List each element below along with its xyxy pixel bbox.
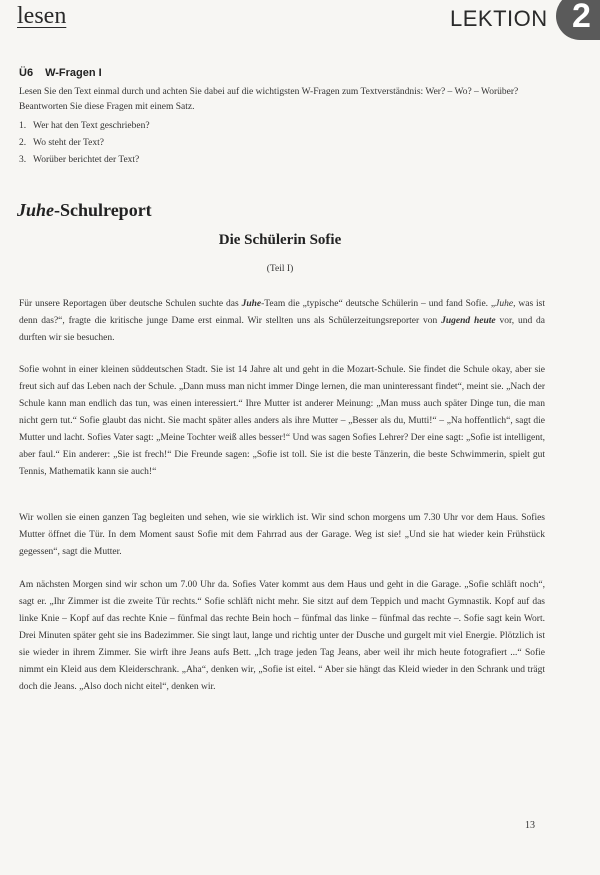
article-paragraph-2: Sofie wohnt in einer kleinen süddeutschen Stadt. Sie ist 14 Jahre alt und geht in die Mozart-Schule. Sie findet die Schule okay, aber sie freut sich auf das Leben nach der Schule. „Dann muss man nicht immer Dinge lernen, die man uninteressant findet“, meint sie. „Nach der Schule kann man endlich das tun, was einen interessiert.“ Ihre Mutter ist anderer Meinung: „Man muss auch später Dinge tun, die man nicht gern tut.“ Sofie glaubt das nicht. Sie macht später alles anders als ihre Mutter – „Besser als du, Mutti!“ – „Na hoffentlich“, sagt die Mutter und lacht. Sofies Vater sagt: „Meine Tochter weiß alles besser!“ Und was sagen Sofies Lehrer? Der eine sagt: „Sofie ist intelligent, aber faul.“ Ein anderer: „Sie ist frech!“ Die Freunde sagen: „Sofie ist toll. Sie ist die beste Tänzerin, die beste Schwimmerin, spielt gut Tennis, Mathematik kann sie auch!“ — [19, 365, 545, 477]
article-part: (Teil I) — [266, 264, 294, 274]
article-paragraph-4: Am nächsten Morgen sind wir schon um 7.00 Uhr da. Sofies Vater kommt aus dem Haus und geht in die Garage. „Sofie schläft noch“, sagt er. „Ihr Zimmer ist die zweite Tür rechts.“ Sofie schläft nicht mehr. Sie sitzt auf dem Teppich und macht Gymnastik. Kopf auf das linke Knie – Kopf auf das rechte Knie – fünfmal das rechte Bein hoch – fünfmal das linke – fünfmal das rechte –. Sofie sagt kein Wort. Drei Minuten später geht sie ins Badezimmer. Sie singt laut, lange und richtig unter der Dusche und gurgelt mit viel Energie. Plötzlich ist sie wieder in ihrem Zimmer. Sie wirft ihre Jeans aufs Bett. „Ich trage jeden Tag Jeans, aber weil ihr mich heute fotografiert ...“ Sofie nimmt ein Kleid aus dem Kleiderschrank. „Aha“, denken wir, „Sofie ist eitel. “ Aber sie hängt das Kleid wieder in den Schrank und trägt doch die Jeans. „Also doch nicht eitel“, denken wir. — [19, 580, 545, 692]
question-item: 2. Wo steht der Text? — [19, 138, 104, 148]
lektion-label: LEKTION — [450, 6, 548, 31]
exercise-instruction: Lesen Sie den Text einmal durch und achten Sie dabei auf die wichtigsten W-Fragen zum Textverständnis: Wer? – Wo? – Worüber? Beantworten Sie diese Fragen mit einem Satz. — [19, 87, 519, 112]
section-label: lesen — [17, 3, 67, 29]
exercise-number: Ü6 — [19, 67, 34, 79]
article-paragraph-1: Für unsere Reportagen über deutsche Schulen suchte das Juhe-Team die „typische“ deutsche Schülerin – und fand Sofie. „Juhe, was ist denn das?“, fragte die kritische junge Dame erst einmal. Wir stellten uns als Schülerzeitungsreporter von Jugend heute vor, und da durften wir sie besuchen. — [19, 299, 546, 343]
exercise-heading: W-Fragen I — [45, 67, 102, 79]
question-item: 3. Worüber berichtet der Text? — [19, 155, 140, 165]
lektion-number: 2 — [572, 0, 591, 35]
article-title: Die Schülerin Sofie — [218, 232, 342, 248]
report-title-rest: -Schulreport — [54, 200, 152, 220]
page-header — [0, 0, 600, 40]
report-title-brand: Juhe — [17, 200, 55, 220]
report-title — [17, 200, 152, 221]
article-paragraph-3: Wir wollen sie einen ganzen Tag begleiten und sehen, wie sie wirklich ist. Wir sind schon morgens um 7.30 Uhr vor dem Haus. Sofies Mutter öffnet die Tür. In dem Moment saust Sofie mit dem Fahrrad aus der Garage. Weg ist sie! „Und sie hat wieder kein Frühstück gegessen“, sagt die Mutter. — [19, 513, 545, 557]
page-number: 13 — [525, 820, 535, 831]
question-list — [19, 118, 150, 169]
exercise-title — [19, 67, 102, 79]
question-item: 1. Wer hat den Text geschrieben? — [19, 121, 150, 131]
